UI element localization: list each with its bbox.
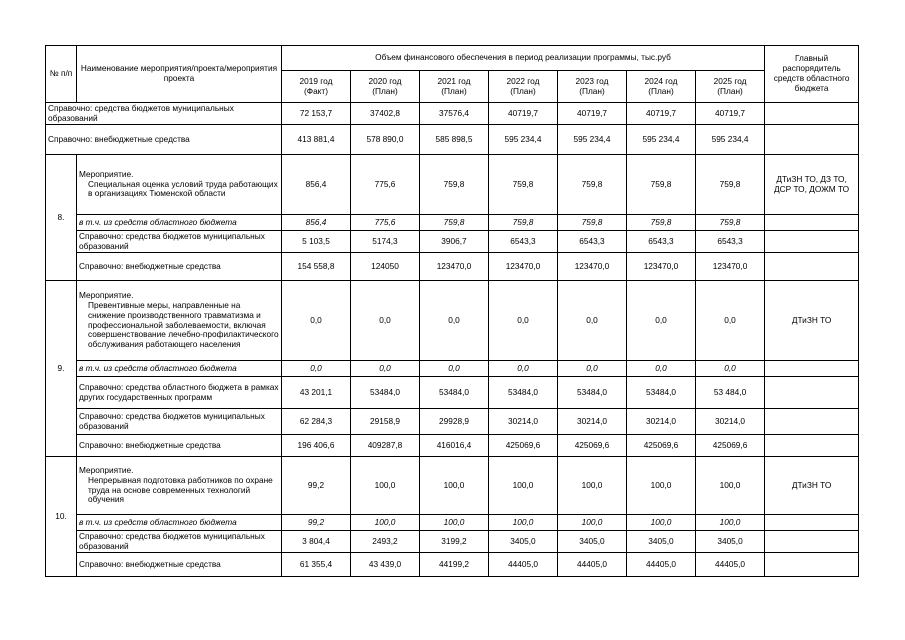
- row-label: Справочно: внебюджетные средства: [77, 435, 282, 457]
- value-cell: 124050: [351, 253, 420, 281]
- row-label: Справочно: внебюджетные средства: [46, 125, 282, 155]
- header-year-kind: (План): [648, 85, 674, 96]
- value-cell: 578 890,0: [351, 125, 420, 155]
- value-cell: 0,0: [489, 281, 558, 361]
- value-cell: 53484,0: [558, 377, 627, 409]
- measure-name-cell: [77, 155, 282, 215]
- table-row: [46, 361, 859, 377]
- measure-name-cell: [77, 281, 282, 361]
- header-year-kind: (План): [372, 85, 398, 96]
- manager-cell: [765, 361, 859, 377]
- value-cell: 44199,2: [420, 553, 489, 577]
- value-cell: 53484,0: [351, 377, 420, 409]
- measure-name: Превентивные меры, направленные на снижение производственного травматизма и профессиональной заболеваемости, включая совершенствование лечебно-профилактического обслуживания работающего населения: [88, 299, 279, 350]
- value-cell: 425069,6: [627, 435, 696, 457]
- value-cell: 100,0: [351, 457, 420, 515]
- row-label: в т.ч. из средств областного бюджета: [77, 215, 282, 231]
- value-cell: 6543,3: [627, 231, 696, 253]
- value-cell: 123470,0: [420, 253, 489, 281]
- value-cell: 53 484,0: [696, 377, 765, 409]
- value-cell: 100,0: [489, 515, 558, 531]
- header-year-label: 2020 год: [368, 75, 402, 86]
- value-cell: 100,0: [558, 457, 627, 515]
- table-row: [46, 231, 859, 253]
- value-cell: 425069,6: [558, 435, 627, 457]
- value-cell: 0,0: [627, 281, 696, 361]
- manager-cell: [765, 125, 859, 155]
- table-row: [46, 409, 859, 435]
- row-number: 9.: [46, 281, 77, 457]
- value-cell: 759,8: [627, 215, 696, 231]
- header-year-kind: (Факт): [304, 85, 328, 96]
- value-cell: 123470,0: [489, 253, 558, 281]
- value-cell: 100,0: [696, 457, 765, 515]
- value-cell: 759,8: [558, 155, 627, 215]
- value-cell: 72 153,7: [282, 103, 351, 125]
- row-label: Справочно: средства бюджетов муниципальных образований: [46, 103, 282, 125]
- value-cell: 425069,6: [489, 435, 558, 457]
- value-cell: 3405,0: [696, 531, 765, 553]
- value-cell: 0,0: [351, 361, 420, 377]
- header-year-kind: (План): [510, 85, 536, 96]
- value-cell: 3405,0: [627, 531, 696, 553]
- manager-cell: [765, 409, 859, 435]
- manager-cell: [765, 515, 859, 531]
- value-cell: 6543,3: [558, 231, 627, 253]
- row-label: Справочно: средства бюджетов муниципальных образований: [77, 531, 282, 553]
- table-row: [46, 125, 859, 155]
- value-cell: 43 439,0: [351, 553, 420, 577]
- value-cell: 100,0: [696, 515, 765, 531]
- table-row: [46, 215, 859, 231]
- header-year-label: 2024 год: [644, 75, 678, 86]
- value-cell: 61 355,4: [282, 553, 351, 577]
- value-cell: 759,8: [420, 215, 489, 231]
- value-cell: 123470,0: [696, 253, 765, 281]
- value-cell: 759,8: [558, 215, 627, 231]
- value-cell: 196 406,6: [282, 435, 351, 457]
- value-cell: 154 558,8: [282, 253, 351, 281]
- value-cell: 43 201,1: [282, 377, 351, 409]
- value-cell: 30214,0: [696, 409, 765, 435]
- header-num: № п/п: [46, 46, 77, 103]
- value-cell: 595 234,4: [696, 125, 765, 155]
- table-row: [46, 515, 859, 531]
- value-cell: 40719,7: [558, 103, 627, 125]
- manager-cell: [765, 553, 859, 577]
- table-row: [46, 103, 859, 125]
- row-number: 10.: [46, 457, 77, 577]
- value-cell: 6543,3: [489, 231, 558, 253]
- value-cell: 585 898,5: [420, 125, 489, 155]
- value-cell: 0,0: [351, 281, 420, 361]
- measure-row: [46, 281, 859, 361]
- value-cell: 0,0: [282, 361, 351, 377]
- value-cell: 53484,0: [420, 377, 489, 409]
- header-year: [489, 71, 558, 103]
- value-cell: 0,0: [627, 361, 696, 377]
- value-cell: 0,0: [558, 361, 627, 377]
- header-year-label: 2025 год: [713, 75, 747, 86]
- value-cell: 0,0: [420, 281, 489, 361]
- value-cell: 100,0: [627, 515, 696, 531]
- value-cell: 595 234,4: [627, 125, 696, 155]
- value-cell: 759,8: [489, 155, 558, 215]
- value-cell: 3405,0: [558, 531, 627, 553]
- value-cell: 425069,6: [696, 435, 765, 457]
- value-cell: 40719,7: [696, 103, 765, 125]
- row-label: в т.ч. из средств областного бюджета: [77, 515, 282, 531]
- value-cell: 100,0: [558, 515, 627, 531]
- value-cell: 100,0: [489, 457, 558, 515]
- table-row: [46, 435, 859, 457]
- table-row: [46, 553, 859, 577]
- value-cell: 3199,2: [420, 531, 489, 553]
- value-cell: 100,0: [627, 457, 696, 515]
- value-cell: 3906,7: [420, 231, 489, 253]
- manager-cell: [765, 231, 859, 253]
- value-cell: 53484,0: [627, 377, 696, 409]
- value-cell: 5174,3: [351, 231, 420, 253]
- header-row-1: [46, 46, 859, 71]
- header-year: [351, 71, 420, 103]
- value-cell: 409287,8: [351, 435, 420, 457]
- value-cell: 99,2: [282, 457, 351, 515]
- manager-cell: [765, 253, 859, 281]
- value-cell: 40719,7: [489, 103, 558, 125]
- value-cell: 775,6: [351, 155, 420, 215]
- measure-row: [46, 155, 859, 215]
- value-cell: 30214,0: [489, 409, 558, 435]
- header-year-label: 2023 год: [575, 75, 609, 86]
- value-cell: 53484,0: [489, 377, 558, 409]
- value-cell: 856,4: [282, 215, 351, 231]
- row-label: Справочно: средства бюджетов муниципальных образований: [77, 231, 282, 253]
- row-label: Справочно: средства бюджетов муниципальных образований: [77, 409, 282, 435]
- value-cell: 759,8: [627, 155, 696, 215]
- manager-cell: [765, 103, 859, 125]
- header-year: [282, 71, 351, 103]
- header-manager: Главный распорядитель средств областного бюджета: [765, 46, 859, 103]
- measure-name-cell: [77, 457, 282, 515]
- header-year: [627, 71, 696, 103]
- value-cell: 44405,0: [696, 553, 765, 577]
- manager-cell: ДТиЗН ТО: [765, 457, 859, 515]
- table-row: [46, 531, 859, 553]
- value-cell: 37402,8: [351, 103, 420, 125]
- header-name: Наименование мероприятия/проекта/мероприятия проекта: [77, 46, 282, 103]
- table-row: [46, 377, 859, 409]
- manager-cell: [765, 435, 859, 457]
- value-cell: 37576,4: [420, 103, 489, 125]
- value-cell: 416016,4: [420, 435, 489, 457]
- header-year-kind: (План): [441, 85, 467, 96]
- value-cell: 100,0: [351, 515, 420, 531]
- value-cell: 30214,0: [558, 409, 627, 435]
- funding-table: [45, 45, 859, 577]
- manager-cell: [765, 215, 859, 231]
- measure-row: [46, 457, 859, 515]
- value-cell: 775,6: [351, 215, 420, 231]
- header-year-kind: (План): [579, 85, 605, 96]
- value-cell: 100,0: [420, 457, 489, 515]
- row-label: в т.ч. из средств областного бюджета: [77, 361, 282, 377]
- value-cell: 44405,0: [558, 553, 627, 577]
- measure-name: Непрерывная подготовка работников по охране труда на основе современных технологий обучения: [88, 474, 273, 505]
- header-year: [696, 71, 765, 103]
- value-cell: 0,0: [282, 281, 351, 361]
- manager-cell: [765, 531, 859, 553]
- header-year-label: 2022 год: [506, 75, 540, 86]
- value-cell: 0,0: [489, 361, 558, 377]
- value-cell: 0,0: [696, 361, 765, 377]
- value-cell: 5 103,5: [282, 231, 351, 253]
- value-cell: 40719,7: [627, 103, 696, 125]
- table-row: [46, 253, 859, 281]
- value-cell: 413 881,4: [282, 125, 351, 155]
- value-cell: 29928,9: [420, 409, 489, 435]
- value-cell: 99,2: [282, 515, 351, 531]
- header-year: [558, 71, 627, 103]
- header-year: [420, 71, 489, 103]
- value-cell: 62 284,3: [282, 409, 351, 435]
- value-cell: 3405,0: [489, 531, 558, 553]
- value-cell: 595 234,4: [558, 125, 627, 155]
- manager-cell: ДТиЗН ТО: [765, 281, 859, 361]
- manager-cell: ДТиЗН ТО, ДЗ ТО, ДСР ТО, ДОЖМ ТО: [765, 155, 859, 215]
- value-cell: 29158,9: [351, 409, 420, 435]
- measure-prefix: Мероприятие.: [79, 168, 134, 179]
- header-year-kind: (План): [717, 85, 743, 96]
- value-cell: 2493,2: [351, 531, 420, 553]
- row-number: 8.: [46, 155, 77, 281]
- header-funding: Объем финансового обеспечения в период реализации программы, тыс.руб: [282, 46, 765, 71]
- value-cell: 0,0: [558, 281, 627, 361]
- row-label: Справочно: средства областного бюджета в рамках других государственных программ: [77, 377, 282, 409]
- value-cell: 123470,0: [558, 253, 627, 281]
- value-cell: 0,0: [696, 281, 765, 361]
- value-cell: 3 804,4: [282, 531, 351, 553]
- header-year-label: 2021 год: [437, 75, 471, 86]
- row-label: Справочно: внебюджетные средства: [77, 553, 282, 577]
- value-cell: 759,8: [696, 215, 765, 231]
- measure-prefix: Мероприятие.: [79, 464, 134, 475]
- value-cell: 30214,0: [627, 409, 696, 435]
- header-year-label: 2019 год: [299, 75, 333, 86]
- value-cell: 44405,0: [489, 553, 558, 577]
- value-cell: 0,0: [420, 361, 489, 377]
- value-cell: 100,0: [420, 515, 489, 531]
- value-cell: 595 234,4: [489, 125, 558, 155]
- value-cell: 44405,0: [627, 553, 696, 577]
- value-cell: 759,8: [489, 215, 558, 231]
- value-cell: 759,8: [420, 155, 489, 215]
- value-cell: 6543,3: [696, 231, 765, 253]
- value-cell: 123470,0: [627, 253, 696, 281]
- row-label: Справочно: внебюджетные средства: [77, 253, 282, 281]
- measure-prefix: Мероприятие.: [79, 290, 134, 301]
- value-cell: 856,4: [282, 155, 351, 215]
- manager-cell: [765, 377, 859, 409]
- value-cell: 759,8: [696, 155, 765, 215]
- measure-name: Специальная оценка условий труда работающих в организациях Тюменской области: [88, 178, 278, 199]
